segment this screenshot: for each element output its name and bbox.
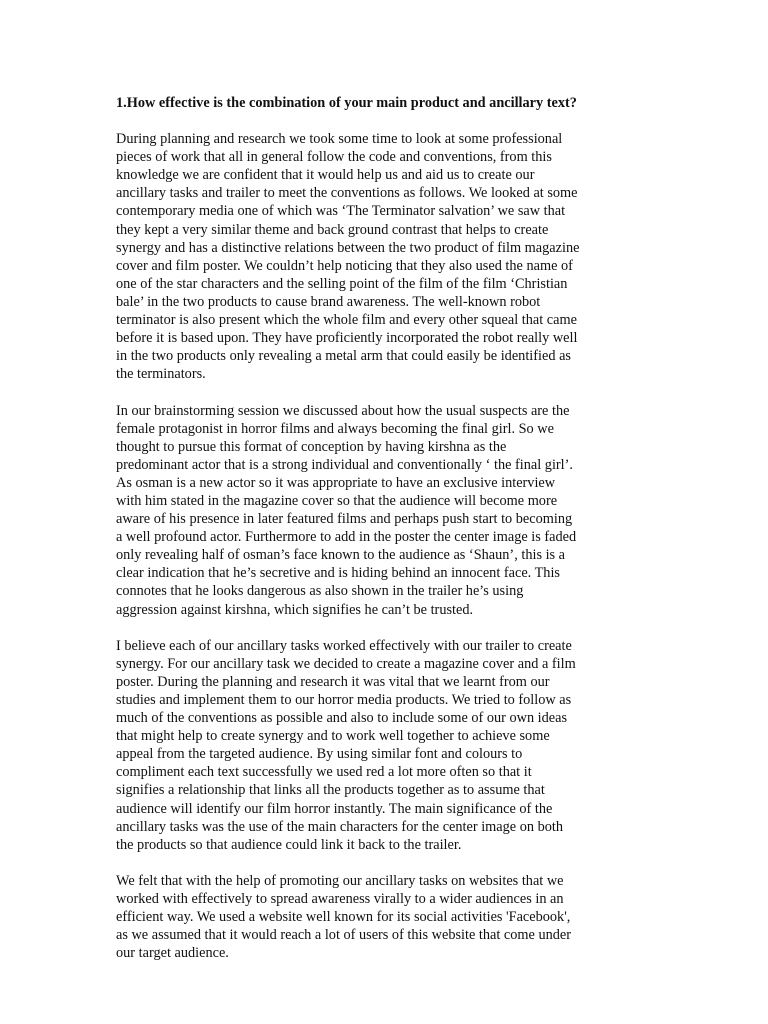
text-line: appeal from the targeted audience. By using similar font and colours to xyxy=(116,746,523,763)
text-line: much of the conventions as possible and also to include some of our own ideas xyxy=(116,710,568,727)
text-line: female protagonist in horror films and always becoming the final girl. So we xyxy=(116,420,554,437)
text-line: before it is based upon. They have proficiently incorporated the robot really well xyxy=(116,330,578,347)
text-line: one of the star characters and the selling point of the film of the film ‘Christian xyxy=(116,275,568,292)
text-line: pieces of work that all in general follow the code and conventions, from this xyxy=(116,149,552,166)
text-line: contemporary media one of which was ‘The Terminator salvation’ we saw that xyxy=(116,203,566,220)
text-line: signifies a relationship that links all the products together as to assume that xyxy=(116,782,545,799)
text-line: I believe each of our ancillary tasks worked effectively with our trailer to create xyxy=(116,637,572,654)
text-line: they kept a very similar theme and back ground contrast that helps to create xyxy=(116,221,549,238)
text-line: aware of his presence in later featured films and perhaps push start to becoming xyxy=(116,511,573,528)
text-line: knowledge we are confident that it would help us and aid us to create our xyxy=(116,167,535,184)
text-line: only revealing half of osman’s face known to the audience as ‘Shaun’, this is a xyxy=(116,547,566,564)
text-line: ancillary tasks and trailer to meet the conventions as follows. We looked at some xyxy=(116,185,578,202)
text-line: connotes that he looks dangerous as also shown in the trailer he’s using xyxy=(116,583,524,600)
text-line: as we assumed that it would reach a lot of users of this website that come under xyxy=(116,927,571,944)
text-line: synergy and has a distinctive relations between the two product of film magazine xyxy=(116,239,580,256)
text-line: During planning and research we took some time to look at some professional xyxy=(116,131,563,148)
paragraph-3 xyxy=(116,637,656,854)
paragraph-1 xyxy=(116,130,656,383)
text-line: As osman is a new actor so it was appropriate to have an exclusive interview xyxy=(116,474,556,491)
text-line: synergy. For our ancillary task we decided to create a magazine cover and a film xyxy=(116,655,576,672)
text-line: that might help to create synergy and to work well together to achieve some xyxy=(116,728,550,745)
paragraph-4 xyxy=(116,872,656,962)
text-line: efficient way. We used a website well known for its social activities 'Facebook', xyxy=(116,909,571,926)
text-line: the terminators. xyxy=(116,366,206,383)
question-heading: 1.How effective is the combination of your main product and ancillary text? xyxy=(116,95,577,111)
text-line: with him stated in the magazine cover so that the audience will become more xyxy=(116,492,558,509)
text-line: predominant actor that is a strong individual and conventionally ‘ the final girl’. xyxy=(116,456,573,473)
document-page xyxy=(116,94,656,981)
text-line: clear indication that he’s secretive and is hiding behind an innocent face. This xyxy=(116,565,560,582)
paragraph-2 xyxy=(116,402,656,619)
text-line: cover and film poster. We couldn’t help noticing that they also used the name of xyxy=(116,257,573,274)
text-line: poster. During the planning and research it was vital that we learnt from our xyxy=(116,673,550,690)
text-line: in the two products only revealing a metal arm that could easily be identified as xyxy=(116,348,571,365)
text-line: compliment each text successfully we used red a lot more often so that it xyxy=(116,764,532,781)
text-line: terminator is also present which the whole film and every other squeal that came xyxy=(116,312,577,329)
text-line: In our brainstorming session we discussed about how the usual suspects are the xyxy=(116,402,570,419)
text-line: the products so that audience could link it back to the trailer. xyxy=(116,836,462,853)
text-line: bale’ in the two products to cause brand awareness. The well-known robot xyxy=(116,293,541,310)
text-line: ancillary tasks was the use of the main characters for the center image on both xyxy=(116,818,564,835)
text-line: our target audience. xyxy=(116,945,229,962)
text-line: worked with effectively to spread awareness virally to a wider audiences in an xyxy=(116,891,564,908)
text-line: a well profound actor. Furthermore to add in the poster the center image is faded xyxy=(116,529,577,546)
text-line: audience will identify our film horror instantly. The main significance of the xyxy=(116,800,553,817)
text-line: studies and implement them to our horror media products. We tried to follow as xyxy=(116,692,572,708)
text-line: aggression against kirshna, which signifies he can’t be trusted. xyxy=(116,601,474,618)
text-line: We felt that with the help of promoting our ancillary tasks on websites that we xyxy=(116,872,564,889)
text-line: thought to pursue this format of conception by having kirshna as the xyxy=(116,438,507,455)
